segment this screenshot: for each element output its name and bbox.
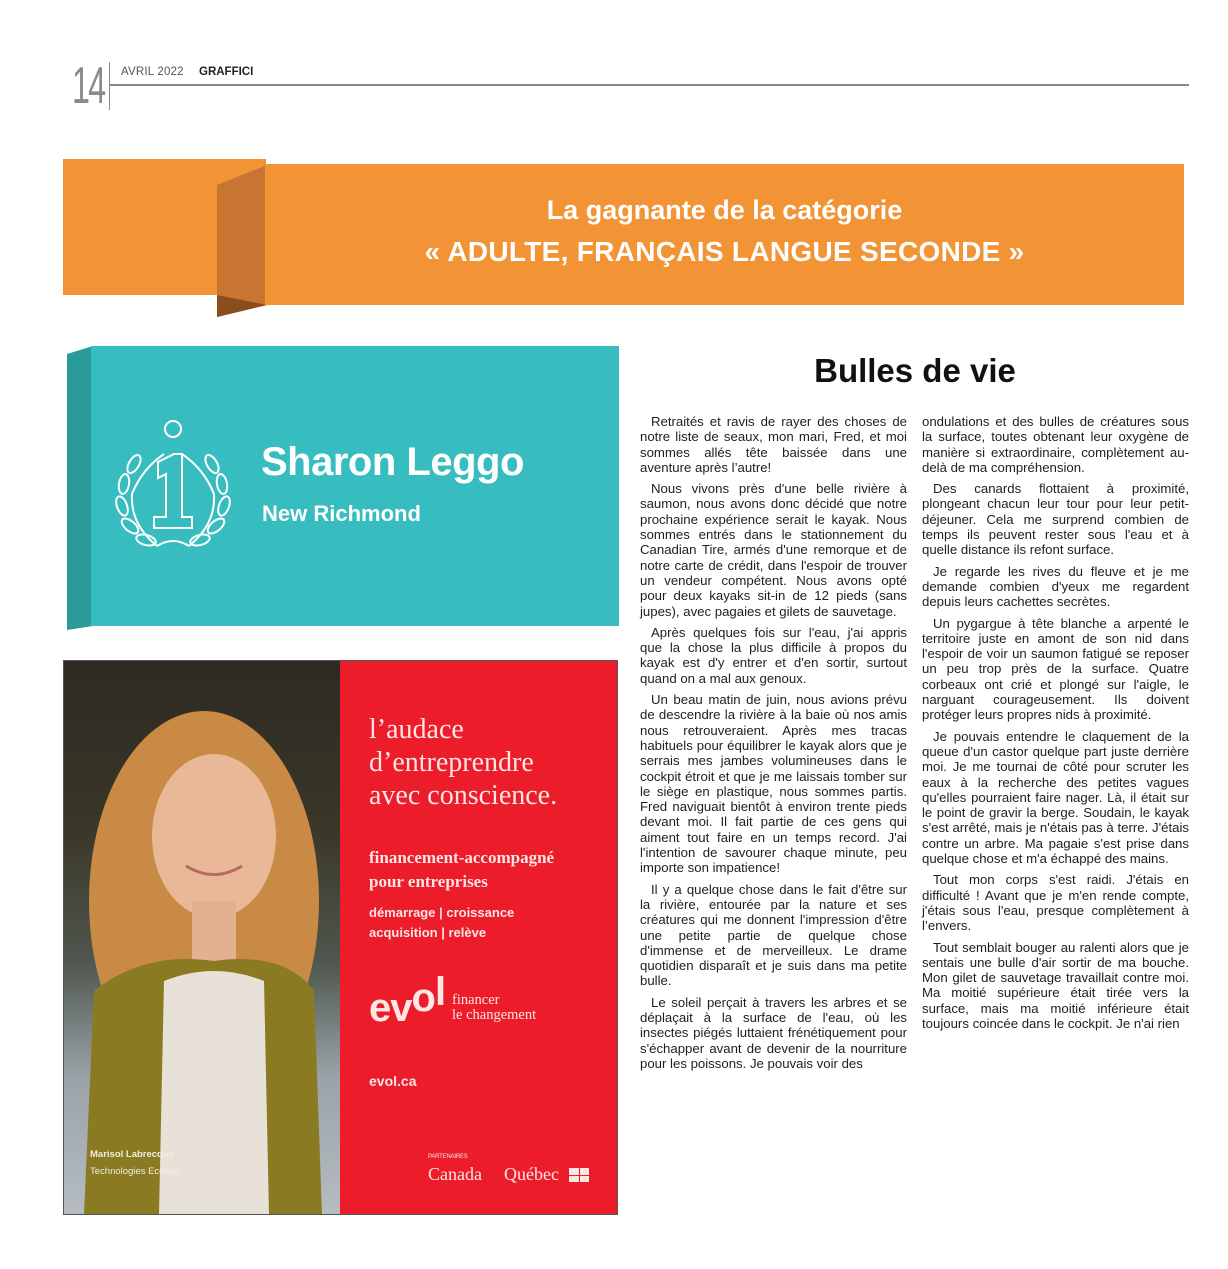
paragraph: Nous vivons près d'une belle rivière à saumon, nous avons donc décidé que notre prochaine expérience serait le kayak. Nous sommes entrés dans le stationnement du Canadian Tire, armés d'une remorque et de notre carte de crédit, dans l'espoir de trouver un vendeur compétent. Nous avons opté pour deux kayaks sit-in de 12 pieds (sans jupes), avec pagaies et gilets de sauvetage.	[640, 481, 907, 619]
ad-subtitle-line: financement-accompagné	[369, 848, 555, 867]
winner-city: New Richmond	[262, 501, 421, 526]
paragraph: Il y a quelque chose dans le fait d'être sur la rivière, entourée par la nature et ses créatures qui me donnent l'impression d'être une petite partie de quelque chose d'immense et de merveilleux. Le drame quotidien disparaît et je suis dans ma petite bulle.	[640, 881, 907, 989]
ad-portrait-photo	[64, 661, 340, 1214]
paragraph: Tout semblait bouger au ralenti alors que je sentais une bulle d'air sortir de ma bouche. Mon gilet de sauvetage travaillait contre moi. Ma moitié supérieure était tirée vers la surface, mais ma moitié inférieure était toujours coincée dans le cockpit. Je n'ai rien	[922, 939, 1189, 1031]
paragraph: Un beau matin de juin, nous avions prévu de descendre la rivière à la baie où nos amis nous retrouveraient. Après mes tracas habituels pour équilibrer le kayak alors que je serrais mes jambes volumineuses dans le cockpit étroit et que je me laissais tomber sur le siège en plastique, nous sommes partis. Fred naviguait bientôt à environ trente pieds devant moi. Il fait partie de ces gens qui aiment tout faire en un temps record. J'ai l'intention de savourer chaque minute, peu importe son impatience!	[640, 692, 907, 876]
quebec-flag-icon	[569, 1168, 589, 1182]
paragraph: Je pouvais entendre le claquement de la queue d'un castor quelque part juste derrière moi. Je me tournai de côté pour scruter les eaux à la recherche des petites vagues qu'elles pourraient faire nager. Là, il était sur le point de gravir la berge. Soudain, le kayak s'est arrêté, mais je n'étais pas à terre. J'étais contre un arbre. Ma pagaie s'est prise dans quelque chose et m'a échappé des mains.	[922, 728, 1189, 867]
ad-slogan	[452, 993, 536, 1023]
ad-website-link[interactable]: evol.ca	[369, 1073, 417, 1089]
canada-wordmark: Canada	[428, 1164, 482, 1184]
ad-services-line: démarrage | croissance	[369, 905, 515, 920]
paragraph: Tout mon corps s'est raidi. J'étais en difficulté ! Avant que je m'en rende compte, j'étais sous l'eau, presque complètement à l’envers.	[922, 872, 1189, 934]
laurel-number-one-icon	[102, 414, 244, 556]
ad-photo-company: Technologies Ecofixe	[90, 1166, 180, 1177]
header-divider-vertical	[109, 62, 110, 110]
ad-subtitle	[369, 846, 554, 894]
publication-name: GRAFFICI	[199, 66, 254, 78]
category-name: « ADULTE, FRANÇAIS LANGUE SECONDE »	[424, 236, 1025, 267]
portrait-illustration	[64, 661, 340, 1214]
evol-logo: evol	[369, 970, 446, 1030]
ad-services	[369, 903, 514, 943]
winner-name: Sharon Leggo	[261, 440, 524, 484]
ad-tagline-line: l’audace	[369, 714, 464, 745]
header-rule	[109, 84, 1189, 86]
paragraph: Des canards flottaient à proximité, plongeant chacun leur tour pour leur petit-déjeuner. Cela me surprend combien de temps ils peuvent rester sous l'eau et à quelle distance ils refont surface.	[922, 481, 1189, 558]
evol-advertisement	[63, 660, 618, 1215]
winner-card-side	[67, 346, 93, 630]
ad-photo-person: Marisol Labrecque	[90, 1149, 174, 1160]
category-banner-text	[265, 190, 1184, 274]
quebec-wordmark: Québec	[504, 1164, 559, 1184]
article-column-1	[640, 414, 907, 1077]
article-title: Bulles de vie	[814, 352, 1016, 389]
ad-slogan-line: le changement	[452, 1007, 537, 1023]
ad-partners-label: PARTENAIRES	[428, 1154, 468, 1160]
article-column-2	[922, 414, 1189, 1037]
banner-fold	[217, 165, 267, 317]
paragraph: Je regarde les rives du fleuve et je me demande combien d'yeux me regardent depuis leurs cachettes secrètes.	[922, 563, 1189, 610]
ad-subtitle-line: pour entreprises	[369, 872, 488, 891]
paragraph: Retraités et ravis de rayer des choses de notre liste de seaux, mon mari, Fred, et moi sommes allés tête baissée dans une aventure après l’autre!	[640, 414, 907, 475]
paragraph: Le soleil perçait à travers les arbres et se déplaçait à la surface de l'eau, où les insectes piégés luttaient frénétiquement pour s'échapper avant de devenir de la nourriture pour les poissons. Je pouvais voir des	[640, 994, 907, 1071]
page-number: 14	[72, 57, 105, 115]
ad-tagline	[369, 713, 557, 812]
ad-tagline-line: avec conscience.	[369, 780, 558, 811]
paragraph: Un pygargue à tête blanche a arpenté le territoire juste en amont de son nid dans l'espoir de voir un saumon fatigué se reposer un peu trop près de la surface. Quatre corbeaux ont crié et plongé sur l'aigle, le narguant courageusement. Ils doivent protéger leurs propres nids à proximité.	[922, 615, 1189, 723]
ad-services-line: acquisition | relève	[369, 925, 487, 940]
ad-tagline-line: d’entreprendre	[369, 747, 534, 778]
issue-date: AVRIL 2022	[121, 66, 184, 78]
ad-copy-panel	[340, 661, 617, 1214]
ad-slogan-line: financer	[452, 992, 500, 1008]
paragraph-continued: ondulations et des bulles de créatures sous la surface, toutes obtenant leur oxygène de manière si extraordinaire, complètement au-delà de ma compréhension.	[922, 414, 1189, 475]
category-intro: La gagnante de la catégorie	[546, 195, 903, 225]
paragraph: Après quelques fois sur l'eau, j'ai appris que la chose la plus difficile à propos du kayak est d'y entrer et d'en sortir, surtout quand on a mal aux genoux.	[640, 624, 907, 686]
